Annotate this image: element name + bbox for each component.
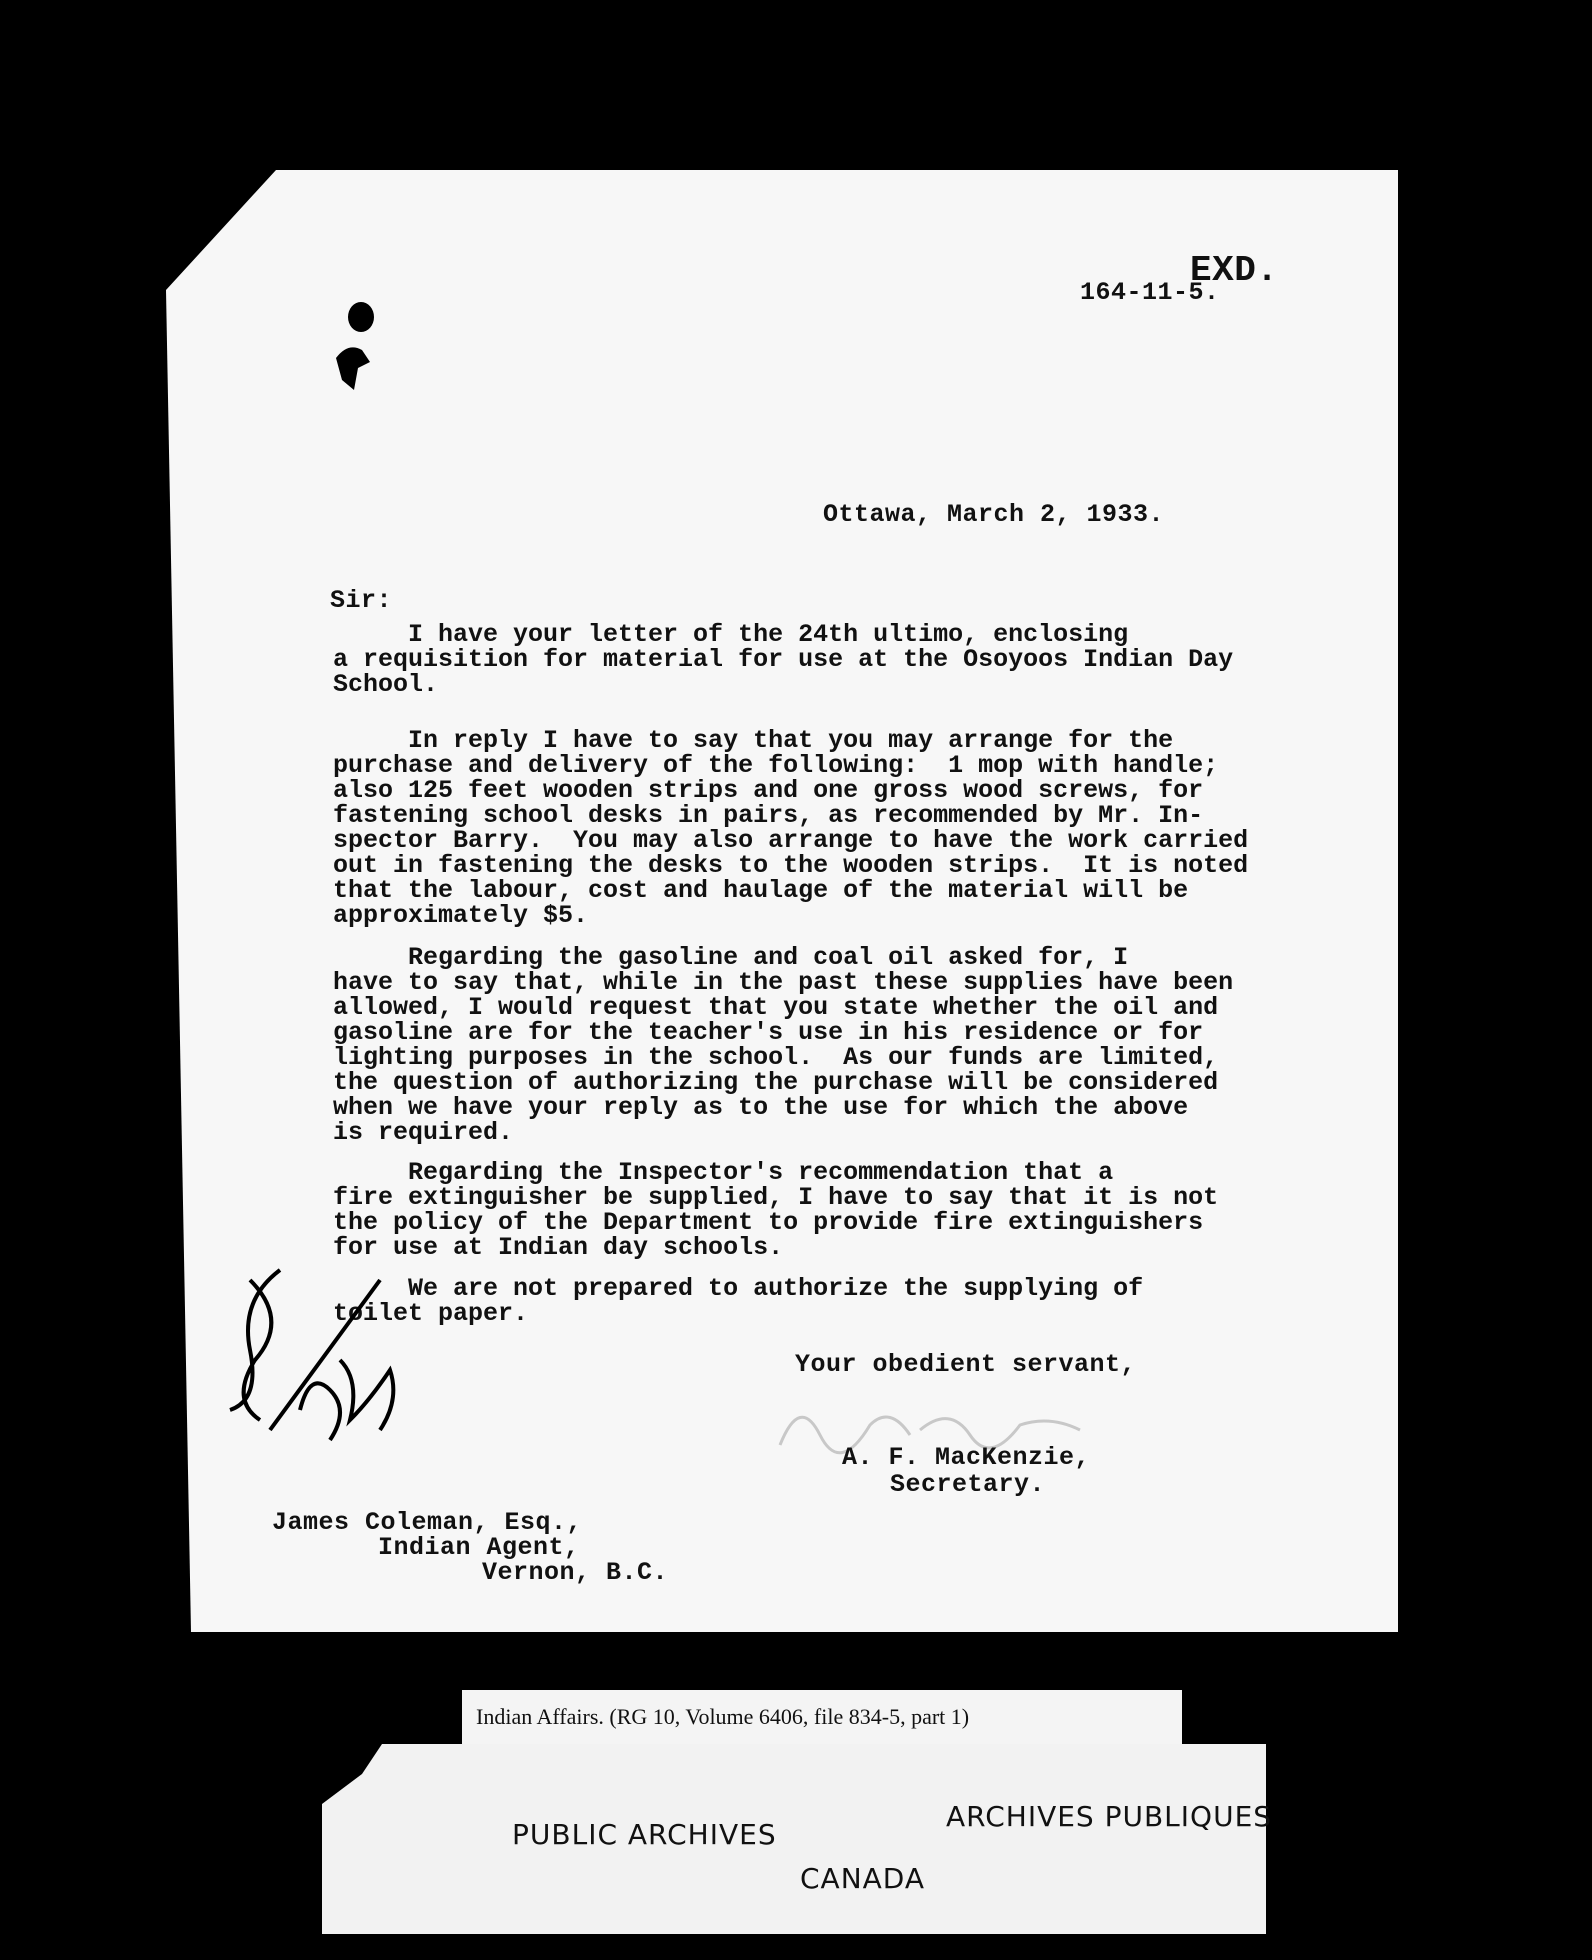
body-line: spector Barry. You may also arrange to have the work carried — [333, 826, 1249, 855]
file-reference: 164-11-5. — [1080, 278, 1220, 307]
filing-clip-mark — [328, 340, 378, 400]
body-line: fire extinguisher be supplied, I have to say that it is not — [333, 1183, 1219, 1212]
body-line: In reply I have to say that you may arrange for the — [333, 726, 1174, 755]
stamp-country-text: CANADA — [800, 1862, 926, 1895]
addressee-line-2: Indian Agent, — [378, 1533, 580, 1562]
body-line: gasoline are for the teacher's use in his residence or for — [333, 1018, 1204, 1047]
body-paragraph — [333, 1160, 1273, 1260]
body-line: have to say that, while in the past these supplies have been — [333, 968, 1234, 997]
signatory-title: Secretary. — [890, 1470, 1046, 1499]
body-paragraph — [333, 945, 1273, 1145]
body-paragraph — [333, 1276, 1273, 1326]
body-paragraph — [333, 728, 1273, 928]
body-line: out in fastening the desks to the wooden strips. It is noted — [333, 851, 1249, 880]
body-line: Regarding the Inspector's recommendation that a — [333, 1158, 1114, 1187]
body-line: allowed, I would request that you state whether the oil and — [333, 993, 1219, 1022]
closing: Your obedient servant, — [795, 1350, 1137, 1379]
body-line: for use at Indian day schools. — [333, 1233, 784, 1262]
handwritten-initials — [210, 1260, 420, 1460]
body-line: when we have your reply as to the use for which the above — [333, 1093, 1189, 1122]
body-line: the question of authorizing the purchase will be considered — [333, 1068, 1219, 1097]
body-line: fastening school desks in pairs, as recommended by Mr. In- — [333, 801, 1204, 830]
body-line: lighting purposes in the school. As our funds are limited, — [333, 1043, 1219, 1072]
archive-reference-label — [462, 1690, 1182, 1744]
body-line: We are not prepared to authorize the supplying of — [333, 1274, 1144, 1303]
body-paragraph — [333, 622, 1273, 697]
body-line: a requisition for material for use at the Osoyoos Indian Day — [333, 645, 1234, 674]
body-line: Regarding the gasoline and coal oil asked for, I — [333, 943, 1129, 972]
filing-hole-mark — [348, 302, 374, 332]
dateline: Ottawa, March 2, 1933. — [823, 500, 1165, 529]
body-line: that the labour, cost and haulage of the material will be — [333, 876, 1189, 905]
file-stamp: EXD. — [1190, 250, 1279, 291]
stamp-left-text: PUBLIC ARCHIVES — [512, 1818, 777, 1851]
archives-stamp — [322, 1744, 1266, 1934]
body-line: I have your letter of the 24th ultimo, enclosing — [333, 620, 1129, 649]
body-line: the policy of the Department to provide fire extinguishers — [333, 1208, 1204, 1237]
salutation: Sir: — [330, 586, 393, 615]
body-line: is required. — [333, 1118, 514, 1147]
archive-reference-text: Indian Affairs. (RG 10, Volume 6406, file 834-5, part 1) — [476, 1704, 970, 1729]
stamp-right-text: ARCHIVES PUBLIQUES — [946, 1800, 1273, 1833]
body-line: also 125 feet wooden strips and one gross wood screws, for — [333, 776, 1204, 805]
addressee-line-1: James Coleman, Esq., — [272, 1508, 583, 1537]
addressee-line-3: Vernon, B.C. — [482, 1558, 669, 1587]
body-line: purchase and delivery of the following: 1 mop with handle; — [333, 751, 1219, 780]
body-line: approximately $5. — [333, 901, 589, 930]
body-line: toilet paper. — [333, 1299, 529, 1328]
signatory-name: A. F. MacKenzie, — [842, 1443, 1091, 1472]
body-line: School. — [333, 670, 439, 699]
